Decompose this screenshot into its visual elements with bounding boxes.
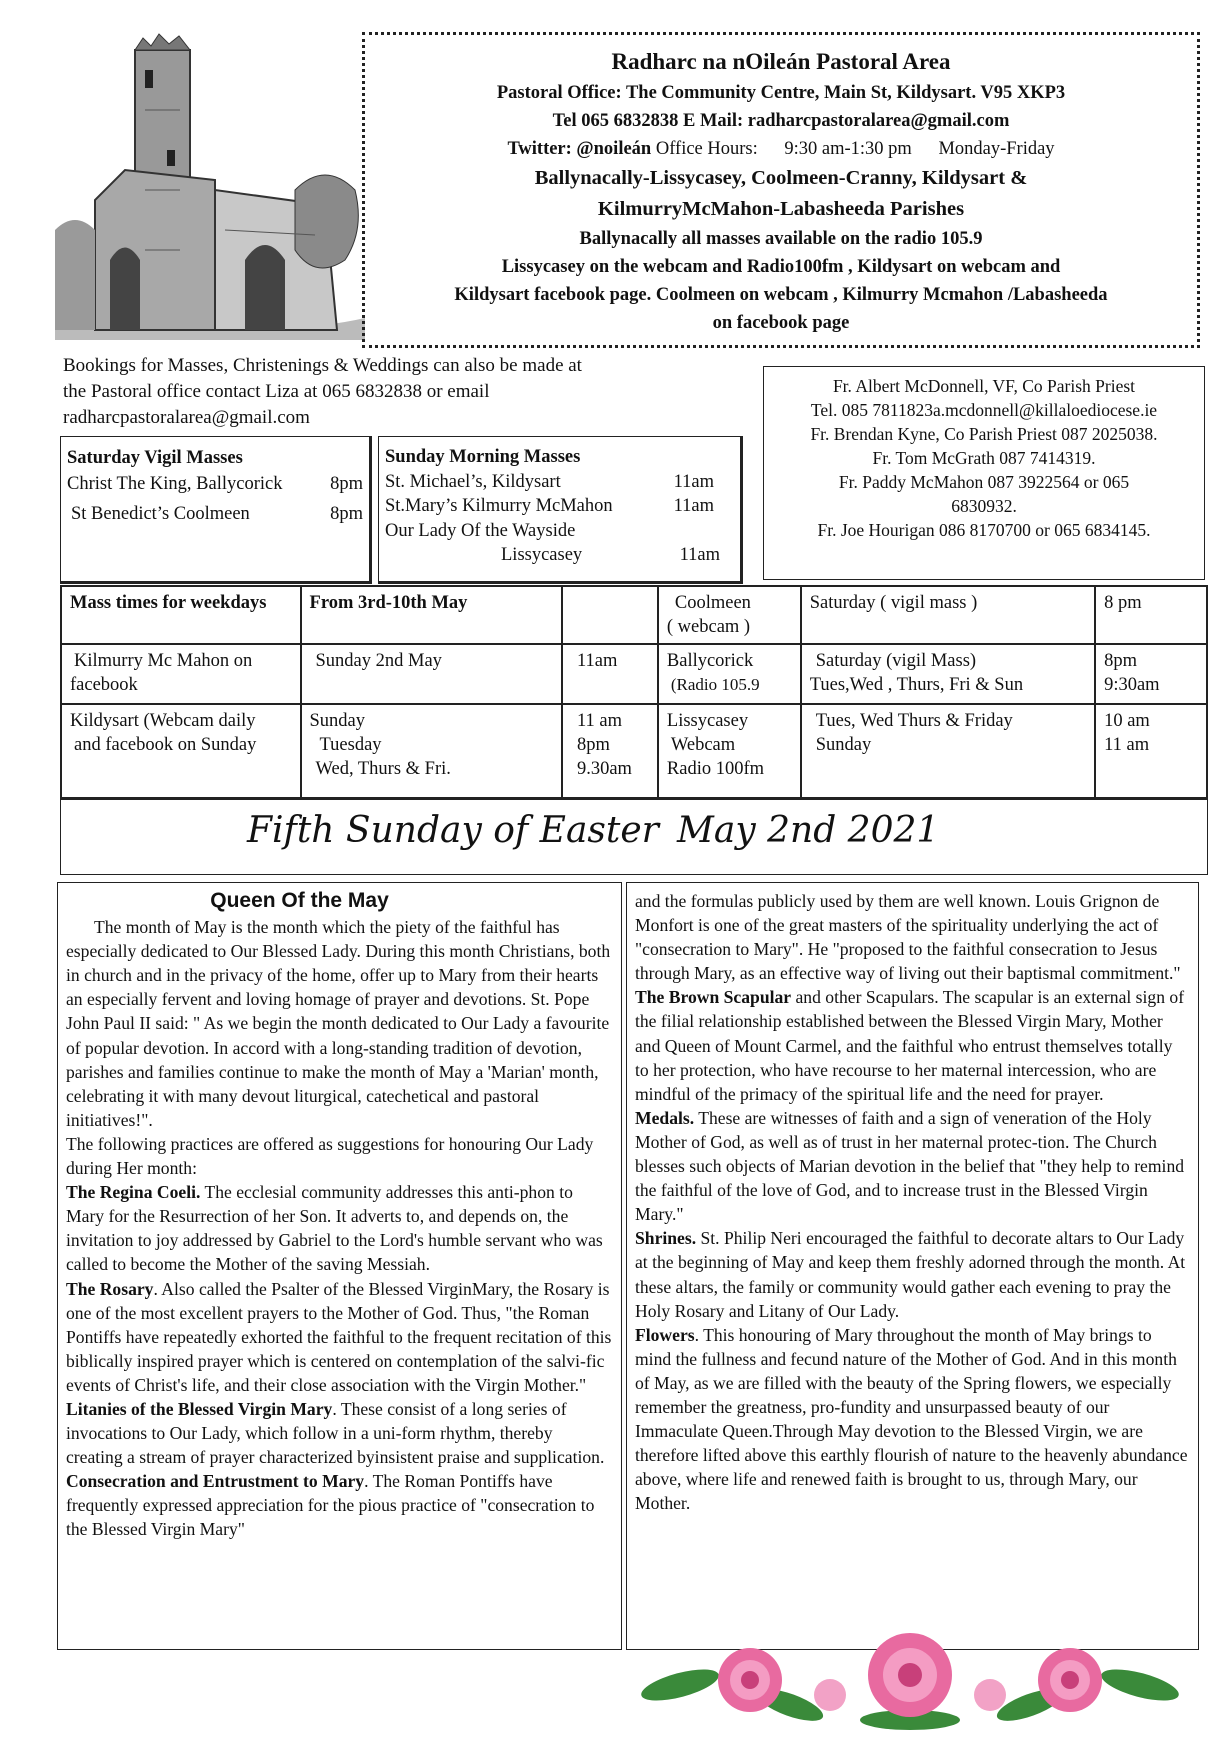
church-name: St. Michael’s, Kildysart bbox=[385, 471, 561, 492]
table-row bbox=[61, 644, 1207, 704]
table-row bbox=[61, 704, 1207, 798]
church-ruin-illustration bbox=[55, 30, 365, 340]
parishes-line-2: KilmurryMcMahon-Labasheeda Parishes bbox=[597, 198, 965, 220]
table-cell bbox=[61, 644, 301, 704]
mass-time: 11am bbox=[673, 471, 714, 492]
church-name: Our Lady Of the Wayside bbox=[385, 520, 576, 541]
weekday-mass-times-table bbox=[60, 585, 1208, 799]
cell-line: facebook bbox=[70, 675, 138, 695]
mass-time: 11am bbox=[679, 545, 720, 565]
office-hours-days: Monday-Friday bbox=[938, 139, 1055, 159]
table-cell bbox=[801, 704, 1095, 798]
broadcast-line-4: on facebook page bbox=[712, 313, 850, 333]
cell-line: 11 am bbox=[1104, 735, 1150, 755]
bookings-notice bbox=[63, 353, 723, 431]
practice-text: . The Roman Pontiffs have frequently expressed appreciation for the pious practice of "consecration to the Blessed Virgin Mary" bbox=[66, 1471, 595, 1540]
cell-line: Radio 100fm bbox=[666, 759, 765, 779]
saturday-vigil-heading: Saturday Vigil Masses bbox=[67, 448, 243, 468]
mass-time: 8pm bbox=[330, 504, 363, 524]
priest-line: Fr. Tom McGrath 087 7414319. bbox=[872, 448, 1096, 468]
article-paragraph bbox=[635, 1323, 1190, 1516]
pastoral-area-header bbox=[362, 32, 1200, 348]
table-cell: Sunday 2nd May bbox=[301, 644, 562, 704]
article-paragraph: The following practices are offered as suggestions for honouring Our Lady during Her month: bbox=[66, 1133, 594, 1179]
cell-line: Wed, Thurs & Fri. bbox=[315, 759, 451, 779]
cell-line: 11 am bbox=[576, 711, 622, 731]
practice-text: . This honouring of Mary throughout the month of May brings to mind the fullness and fecund nature of the Mother of God. And in this month of May, as we are filled with the beauty of the Spring flowers, we especially remember the greatness, pro-fundity and unsurpassed beauty of our Immaculate Queen.Through May devotion to the Blessed Virgin, we are therefore lifted above this earthly flourish of nature to the heavenly abundance above, where life and renewed faith is brought to us, through Mary, our Mother. bbox=[635, 1324, 1188, 1514]
article-paragraph bbox=[66, 1397, 613, 1469]
cell-line: Tues, Wed Thurs & Friday bbox=[815, 711, 1013, 731]
schedule-row bbox=[385, 494, 734, 519]
table-cell bbox=[61, 704, 301, 798]
cell-line: (Radio 105.9 bbox=[670, 675, 760, 694]
schedule-row bbox=[385, 470, 734, 495]
table-cell: From 3rd-10th May bbox=[301, 586, 562, 644]
bookings-email: radharcpastoralarea@gmail.com bbox=[63, 407, 310, 428]
cell-line: Webcam bbox=[670, 735, 736, 755]
liturgical-day: Fifth Sunday of Easter bbox=[247, 810, 659, 851]
cell-line: Tues,Wed , Thurs, Fri & Sun bbox=[809, 675, 1024, 695]
bookings-line-2: the Pastoral office contact Liza at 065 6832838 or email bbox=[63, 381, 490, 402]
twitter-handle: Twitter: @noileán bbox=[507, 139, 652, 159]
broadcast-line-2: Lissycasey on the webcam and Radio100fm , Kildysart on webcam and bbox=[501, 257, 1061, 277]
practice-text: . Also called the Psalter of the Blessed VirginMary, the Rosary is one of the most excellent prayers to the Mother of God. Thus, "the Roman Pontiffs have repeatedly exhorted the faithful to the frequent recitation of this biblically inspired prayer which is centered on contemplation of the salvi-fic events of Christ's life, and their close association with the Virgin Mother." bbox=[66, 1278, 612, 1395]
schedule-row bbox=[67, 499, 363, 529]
cell-line: Lissycasey bbox=[666, 711, 749, 731]
article-paragraph bbox=[66, 1277, 613, 1397]
pastoral-area-title: Radharc na nOileán Pastoral Area bbox=[611, 49, 951, 74]
article-paragraph bbox=[66, 1469, 613, 1541]
practice-text: . These consist of a long series of invocations to Our Lady, which follow in a uni-form rhythm, thereby creating a stream of prayer characterized byinsistent praise and supplication. bbox=[66, 1398, 605, 1468]
twitter-hours-line bbox=[365, 135, 1197, 163]
table-cell bbox=[801, 644, 1095, 704]
cell-line: Tuesday bbox=[319, 735, 382, 755]
table-cell bbox=[658, 586, 801, 644]
practice-text: St. Philip Neri encouraged the faithful to decorate altars to Our Lady at the beginning of May and keep them freshly adorned through the month. At these altars, the family or community would gather each evening to pray the Holy Rosary and Litany of Our Lady. bbox=[635, 1228, 1186, 1321]
mass-time: 8pm bbox=[330, 474, 363, 494]
mass-time: 11am bbox=[673, 496, 714, 516]
priest-line: Fr. Paddy McMahon 087 3922564 or 065 bbox=[838, 472, 1130, 492]
table-cell bbox=[658, 644, 801, 704]
cell-line: Ballycorick bbox=[666, 651, 754, 671]
practice-text: The ecclesial community addresses this anti-phon to Mary for the Resurrection of her Son. It adverts to, and depends on, the invitation to joy addressed by Gabriel to the Lord's humble servant who was called to become the Mother of the saving Messiah. bbox=[66, 1182, 603, 1275]
table-cell: 11am bbox=[562, 644, 658, 704]
church-name: Christ The King, Ballycorick bbox=[67, 474, 283, 494]
table-cell: Saturday ( vigil mass ) bbox=[801, 586, 1095, 644]
cell-line: 9.30am bbox=[576, 759, 632, 779]
cell-line: 8pm bbox=[576, 735, 610, 755]
cell-line: Sunday bbox=[309, 711, 366, 731]
saturday-vigil-box bbox=[60, 436, 372, 584]
liturgical-date-banner bbox=[60, 799, 1208, 875]
practice-text: These are witnesses of faith and a sign of veneration of the Holy Mother of God, as well as of trust in her maternal protec-tion. The Church blesses such objects of Marian devotion in the belief that "they help to remind the faithful of the love of God, and to increase trust in the Blessed Virgin Mary." bbox=[635, 1107, 1185, 1225]
practice-heading: The Brown Scapular bbox=[635, 987, 792, 1008]
flower-garland-illustration bbox=[640, 1625, 1180, 1735]
cell-line: Kildysart (Webcam daily bbox=[70, 711, 256, 731]
practice-heading: The Rosary bbox=[66, 1278, 154, 1299]
practice-heading: Litanies of the Blessed Virgin Mary bbox=[66, 1398, 333, 1419]
article-paragraph bbox=[635, 1226, 1190, 1322]
church-name: Lissycasey bbox=[501, 545, 583, 565]
priest-line: Tel. 085 7811823a.mcdonnell@killaloediocese.ie bbox=[810, 400, 1158, 420]
table-cell bbox=[1095, 704, 1207, 798]
cell-line: and facebook on Sunday bbox=[74, 735, 257, 755]
cell-line: Sunday bbox=[815, 735, 872, 755]
broadcast-line-1: Ballynacally all masses available on the radio 105.9 bbox=[579, 229, 983, 249]
practice-heading: The Regina Coeli. bbox=[66, 1182, 201, 1203]
practice-text: and other Scapulars. The scapular is an external sign of the filial relationship established between the Blessed Virgin Mary, Mother and Queen of Mount Carmel, and the faithful who entrust themselves totally to her protection, who have recourse to her maternal intercession, who are mindful of the primacy of the spiritual life and the need for prayer. bbox=[635, 987, 1185, 1104]
office-hours-label: Office Hours: bbox=[655, 139, 758, 159]
church-name: St Benedict’s Coolmeen bbox=[71, 504, 250, 524]
table-row bbox=[61, 586, 1207, 644]
cell-line: 10 am bbox=[1104, 711, 1150, 731]
priest-line: Fr. Joe Hourigan 086 8170700 or 065 6834145. bbox=[817, 520, 1151, 540]
schedule-row bbox=[385, 519, 734, 544]
office-hours-time: 9:30 am-1:30 pm bbox=[784, 139, 912, 159]
cell-line: Coolmeen bbox=[674, 593, 751, 613]
article-paragraph bbox=[635, 1106, 1190, 1226]
practice-heading: Shrines. bbox=[635, 1228, 697, 1249]
schedule-row bbox=[67, 469, 363, 499]
cell-line: Kilmurry Mc Mahon on bbox=[74, 651, 253, 671]
pastoral-office-address: Pastoral Office: The Community Centre, Main St, Kildysart. V95 XKP3 bbox=[496, 83, 1066, 103]
table-cell: 8 pm bbox=[1095, 586, 1207, 644]
church-name: St.Mary’s Kilmurry McMahon bbox=[385, 496, 613, 516]
cell-line: Saturday (vigil Mass) bbox=[815, 651, 977, 671]
contact-line: Tel 065 6832838 E Mail: radharcpastoralarea@gmail.com bbox=[552, 111, 1010, 131]
table-cell bbox=[562, 586, 658, 644]
priest-line: 6830932. bbox=[951, 496, 1017, 516]
bookings-line-1: Bookings for Masses, Christenings & Weddings can also be made at bbox=[63, 355, 582, 376]
article-paragraph: and the formulas publicly used by them are well known. Louis Grignon de Monfort is one of the great masters of the spirituality underlying the act of "consecration to Mary". He "proposed to the faithful consecration to Jesus through Mary, as an effective way of living out their baptismal commitment." bbox=[635, 891, 1181, 984]
table-cell bbox=[301, 704, 562, 798]
clergy-contacts-box bbox=[763, 366, 1205, 580]
table-cell: Mass times for weekdays bbox=[61, 586, 301, 644]
cell-line: 8pm bbox=[1104, 651, 1137, 671]
broadcast-line-3: Kildysart facebook page. Coolmeen on webcam , Kilmurry Mcmahon /Labasheeda bbox=[454, 285, 1108, 305]
article-paragraph: The month of May is the month which the piety of the faithful has especially dedicated to Our Blessed Lady. During this month Christians, both in church and in the privacy of the home, offer up to Mary from their hearts an especially fervent and loving homage of prayer and devotions. St. Pope John Paul II said: " As we begin the month dedicated to Our Lady a favourite of popular devotion. In accord with a long-standing tradition of devotion, parishes and families continue to make the month of May a 'Marian' month, celebrating it with many devout liturgical, catechetical and pastoral initiatives!". bbox=[66, 917, 611, 1130]
article-paragraph bbox=[66, 1180, 613, 1276]
article-title: Queen Of the May bbox=[210, 889, 389, 912]
schedule-row bbox=[385, 543, 734, 568]
priest-line: Fr. Brendan Kyne, Co Parish Priest 087 2025038. bbox=[810, 424, 1158, 444]
cell-line: 9:30am bbox=[1104, 675, 1160, 695]
practice-heading: Flowers bbox=[635, 1324, 695, 1345]
table-cell bbox=[658, 704, 801, 798]
parishes-line-1: Ballynacally-Lissycasey, Coolmeen-Cranny, Kildysart & bbox=[534, 167, 1028, 189]
practice-heading: Medals. bbox=[635, 1107, 695, 1128]
cell-line: ( webcam ) bbox=[666, 617, 751, 637]
table-cell bbox=[562, 704, 658, 798]
sunday-morning-heading: Sunday Morning Masses bbox=[385, 447, 581, 467]
practice-heading: Consecration and Entrustment to Mary bbox=[66, 1471, 365, 1492]
article-paragraph bbox=[635, 985, 1190, 1105]
bulletin-date: May 2nd 2021 bbox=[677, 810, 940, 851]
table-cell bbox=[1095, 644, 1207, 704]
article-column-left bbox=[57, 882, 622, 1650]
sunday-morning-box bbox=[378, 436, 743, 584]
article-column-right bbox=[626, 882, 1199, 1650]
priest-line: Fr. Albert McDonnell, VF, Co Parish Priest bbox=[832, 376, 1136, 396]
